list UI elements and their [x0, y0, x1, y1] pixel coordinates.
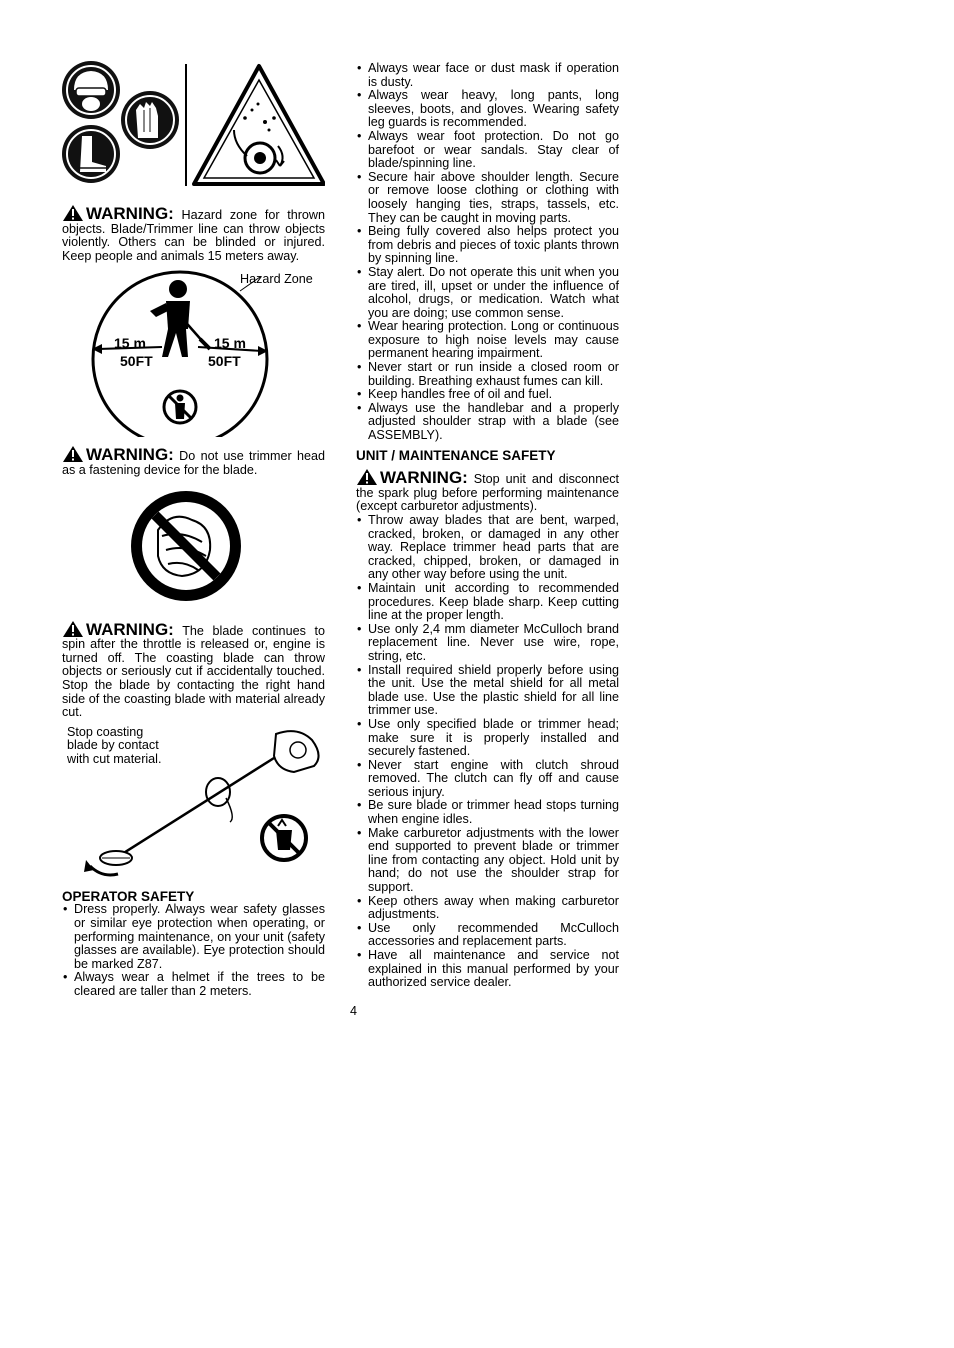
- warning-triangle-icon: [62, 204, 84, 222]
- unit-maintenance-safety-heading: UNIT / MAINTENANCE SAFETY: [356, 447, 556, 463]
- warning-coasting-blade: [62, 620, 325, 720]
- warning-triangle-icon: [356, 468, 378, 486]
- prohibition-icon: [131, 491, 241, 601]
- list-item: • Stay alert. Do not operate this unit when you are tired, ill, upset or under the influence of alcohol, drugs, or medication. Watch what you are doing; use common sense.: [356, 266, 619, 320]
- boots-icon: [62, 125, 120, 183]
- thrown-objects-warning-icon: [194, 66, 324, 184]
- warning-text: The blade continues to spin after the throttle is released or, engine is turned off. The coasting blade can throw objects or seriously cut if accidentally touched. Stop the blade by contacting the right hand side of the coasting blade with material already cut.: [62, 623, 325, 720]
- list-item: • Throw away blades that are bent, warped, cracked, broken, or damaged in any other way. Replace trimmer head parts that are cracked, chipped, broken, or damaged in any other way before using the unit.: [356, 514, 619, 582]
- distance-left-ft: 50FT: [120, 353, 153, 370]
- warning-triangle-icon: [62, 445, 84, 463]
- list-item: • Always wear face or dust mask if operation is dusty.: [356, 62, 619, 89]
- list-item: • Install required shield properly before using the unit. Use the metal shield for all metal blade use. Use the plastic shield for all line trimmer use.: [356, 664, 619, 718]
- list-item: • Secure hair above shoulder length. Secure or remove loose clothing or clothing with loosely hanging ties, straps, tassels, etc. They can be caught in moving parts.: [356, 171, 619, 225]
- list-item: • Use only recommended McCulloch accessories and replacement parts.: [356, 922, 619, 949]
- operator-safety-heading: OPERATOR SAFETY: [62, 888, 195, 904]
- list-item: • Make carburetor adjustments with the lower end supported to prevent blade or trimmer line from contacting any object. Hold unit by hand; do not use the shoulder strap for support.: [356, 827, 619, 895]
- distance-right-ft: 50FT: [208, 353, 241, 370]
- no-fastening-figure: [62, 490, 325, 610]
- list-item: • Have all maintenance and service not explained in this manual performed by your authorized service dealer.: [356, 949, 619, 990]
- safety-symbols-figure: [62, 60, 325, 192]
- hazard-zone-figure: [62, 267, 325, 437]
- warning-triangle-icon: [62, 620, 84, 638]
- warning-text: Stop unit and disconnect the spark plug before performing maintenance (except carburetor adjustments).: [356, 472, 619, 514]
- list-item: • Always wear heavy, long pants, long sleeves, boots, and gloves. Wearing safety leg guards is recommended.: [356, 89, 619, 130]
- warning-label: WARNING:: [380, 468, 468, 488]
- helmet-goggles-icon: [62, 61, 120, 119]
- operator-safety-list: [62, 903, 325, 998]
- list-item: • Always use the handlebar and a properly adjusted shoulder strap with a blade (see ASSEMBLY).: [356, 402, 619, 443]
- list-item: • Use only specified blade or trimmer head; make sure it is properly installed and securely fastened.: [356, 718, 619, 759]
- warning-fastening-device: [62, 445, 325, 477]
- list-item: • Keep handles free of oil and fuel.: [356, 388, 619, 402]
- warning-text: Hazard zone for thrown objects. Blade/Trimmer line can throw objects violently. Others can be blinded or injured. Keep people and animals 15 meters away.: [62, 208, 326, 263]
- operator-safety-list-continued: [356, 62, 619, 443]
- list-item: • Be sure blade or trimmer head stops turning when engine idles.: [356, 799, 619, 826]
- page-number: 4: [350, 1004, 358, 1018]
- trimmer-illustration-icon: [84, 731, 319, 875]
- no-bystanders-icon: [164, 391, 196, 423]
- warning-thrown-objects: [62, 204, 325, 263]
- list-item: • Never start engine with clutch shroud removed. The clutch can fly off and cause serious injury.: [356, 759, 619, 800]
- list-item: • Always wear a helmet if the trees to be cleared are taller than 2 meters.: [62, 971, 325, 998]
- list-item: • Never start or run inside a closed room or building. Breathing exhaust fumes can kill.: [356, 361, 619, 388]
- operator-figure-icon: [150, 280, 210, 357]
- warning-text: Do not use trimmer head as a fastening device for the blade.: [62, 449, 326, 477]
- unit-safety-list: [356, 514, 619, 990]
- right-column: [356, 62, 619, 990]
- gloves-icon: [121, 91, 179, 149]
- list-item: • Wear hearing protection. Long or continuous exposure to high noise levels may cause permanent hearing impairment.: [356, 320, 619, 361]
- distance-right-m: 15 m: [214, 335, 246, 352]
- warning-label: WARNING:: [86, 445, 174, 465]
- warning-disconnect-spark-plug: [356, 468, 619, 514]
- list-item: • Maintain unit according to recommended procedures. Keep blade sharp. Keep cutting line at the proper length.: [356, 582, 619, 623]
- stop-coasting-caption: Stop coasting blade by contact with cut material.: [67, 724, 162, 766]
- list-item: • Being fully covered also helps protect you from debris and pieces of toxic plants thrown by spinning line.: [356, 225, 619, 266]
- list-item: • Dress properly. Always wear safety glasses or similar eye protection when operating, or performing maintenance, on your unit (safety glasses are available). Eye protection should be marked Z87.: [62, 903, 325, 971]
- list-item: • Keep others away when making carburetor adjustments.: [356, 895, 619, 922]
- hazard-zone-label: Hazard Zone: [240, 272, 313, 287]
- distance-left-m: 15 m: [114, 335, 146, 352]
- list-item: • Always wear foot protection. Do not go barefoot or wear sandals. Stay clear of blade/spinning line.: [356, 130, 619, 171]
- coasting-blade-figure: [62, 726, 325, 886]
- warning-label: WARNING:: [86, 204, 174, 223]
- no-touch-blade-icon: [262, 816, 306, 860]
- warning-label: WARNING:: [86, 619, 174, 639]
- left-column: [62, 60, 325, 998]
- list-item: • Use only 2,4 mm diameter McCulloch brand replacement line. Never use wire, rope, string, etc.: [356, 623, 619, 664]
